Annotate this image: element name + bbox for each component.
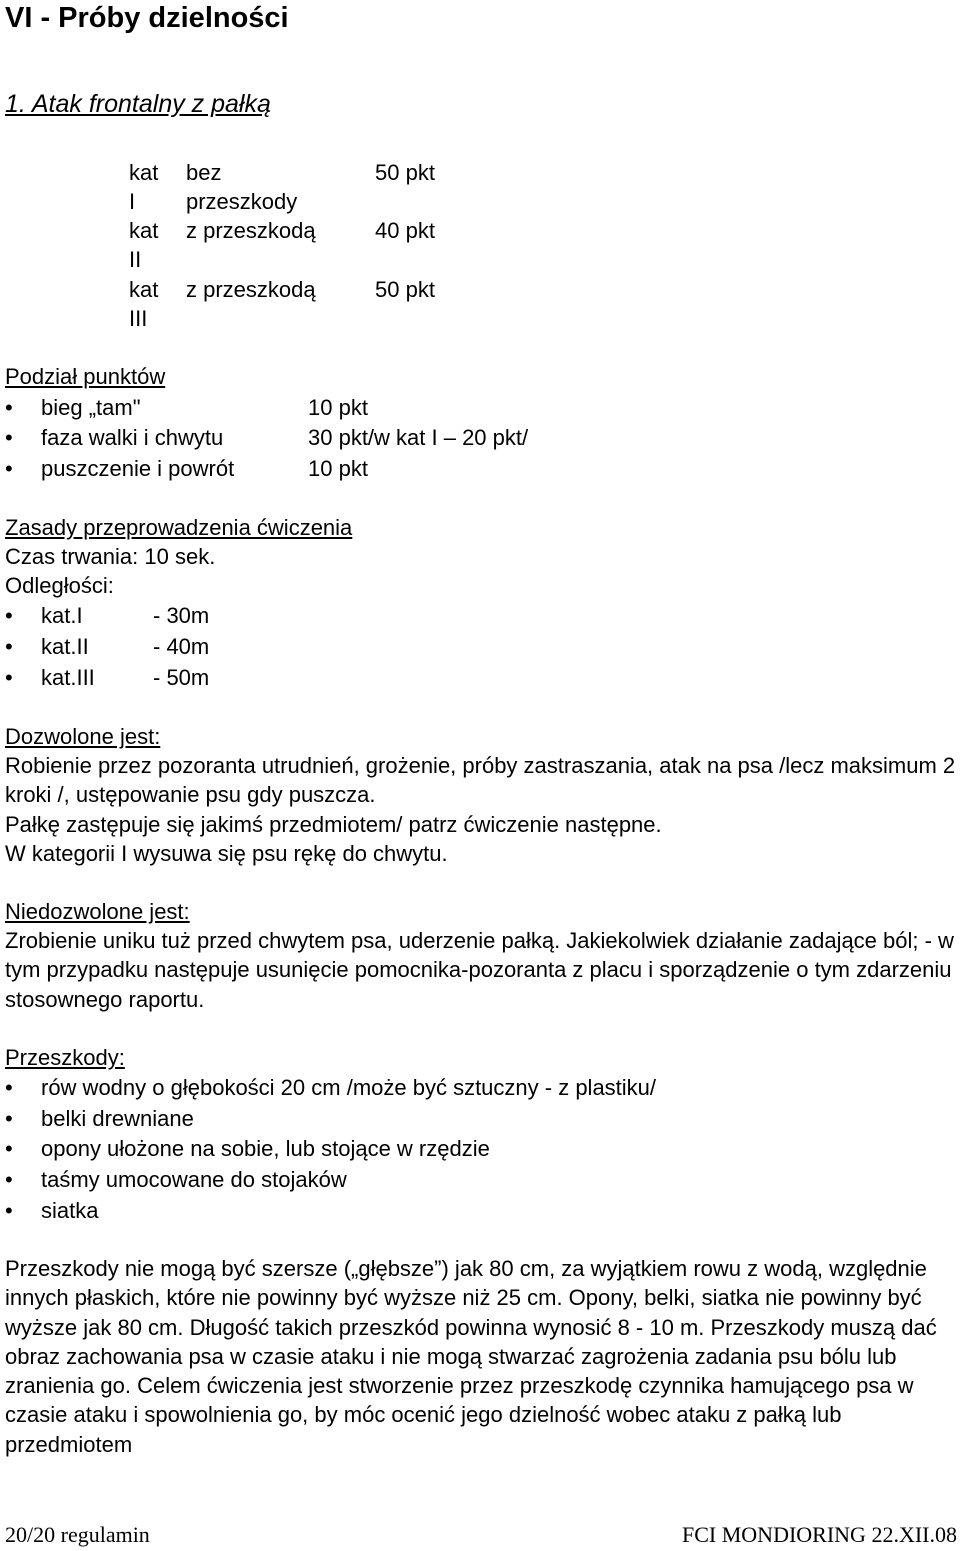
list-item: • puszczenie i powrót [41, 454, 234, 483]
rules-heading: Zasady przeprowadzenia ćwiczenia [5, 515, 353, 540]
list-item-value: - 30m [153, 603, 210, 628]
list-item: • rów wodny o głębokości 20 cm /może być sztuczny - z plastiku/ [41, 1073, 656, 1102]
list-item: • siatka [41, 1196, 98, 1225]
list-item: • kat.II [41, 632, 89, 661]
table-desc-cell: z przeszkodą [186, 218, 316, 243]
not-allowed-paragraph: Zrobienie uniku tuż przed chwytem psa, uderzenie pałką. Jakiekolwiek działanie zadające ból; - w tym przypadku następuje usunięcie pomocnika-pozoranta z placu i sporządzenie o tym zdarzeniu stosownego raportu. [5, 928, 954, 1012]
table-desc-cell: z przeszkodą [186, 277, 316, 302]
list-item: • opony ułożone na sobie, lub stojące w rzędzie [41, 1134, 490, 1163]
table-kat-cell: kat III [129, 277, 159, 331]
list-item: • belki drewniane [41, 1104, 194, 1133]
table-points-cell: 50 pkt [375, 277, 435, 302]
allowed-paragraph: W kategorii I wysuwa się psu rękę do chwytu. [5, 841, 448, 866]
points-division-heading: Podział punktów [5, 364, 166, 389]
section-title: 1. Atak frontalny z pałką [5, 90, 271, 118]
footer-left: 20/20 regulamin [5, 1522, 150, 1547]
table-points-cell: 40 pkt [375, 218, 435, 243]
allowed-paragraph: Pałkę zastępuje się jakimś przedmiotem/ patrz ćwiczenie następne. [5, 812, 662, 837]
table-points-cell: 50 pkt [375, 160, 435, 185]
page-title: VI - Próby dzielności [5, 2, 289, 34]
list-item-value: - 50m [153, 665, 210, 690]
list-item-value: 10 pkt [308, 395, 368, 420]
list-item: • faza walki i chwytu [41, 423, 223, 452]
allowed-paragraph: Robienie przez pozoranta utrudnień, grożenie, próby zastraszania, atak na psa /lecz maksimum 2 kroki /, ustępowanie psu gdy puszcza. [5, 753, 956, 808]
list-item: • kat.I [41, 601, 83, 630]
table-desc-cell: bez przeszkody [186, 160, 298, 214]
obstacles-heading: Przeszkody: [5, 1045, 125, 1070]
table-kat-cell: kat I [129, 160, 159, 214]
distances-label: Odległości: [5, 573, 114, 598]
allowed-heading: Dozwolone jest: [5, 724, 161, 749]
table-kat-cell: kat II [129, 218, 159, 272]
footer-right: FCI MONDIORING 22.XII.08 [682, 1522, 957, 1547]
obstacles-paragraph: Przeszkody nie mogą być szersze („głębsze”) jak 80 cm, za wyjątkiem rowu z wodą, względnie innych płaskich, które nie powinny być wyższe niż 25 cm. Opony, belki, siatka nie powinny być wyższe jak 80 cm. Długość takich przeszkód powinna wynosić 8 - 10 m. Przeszkody muszą dać obraz zachowania psa w czasie ataku i nie mogą stwarzać zagrożenia zadania psu bólu lub zranienia go. Celem ćwiczenia jest stworzenie przez przeszkodę czynnika hamującego psa w czasie ataku i spowolnienia go, by móc ocenić jego dzielność wobec ataku z pałką lub przedmiotem [5, 1256, 937, 1457]
duration-text: Czas trwania: 10 sek. [5, 544, 216, 569]
list-item-value: 30 pkt/w kat I – 20 pkt/ [308, 425, 529, 450]
list-item-value: 10 pkt [308, 456, 368, 481]
list-item: • bieg „tam" [41, 393, 141, 422]
list-item: • taśmy umocowane do stojaków [41, 1165, 347, 1194]
not-allowed-heading: Niedozwolone jest: [5, 899, 190, 924]
list-item: • kat.III [41, 663, 95, 692]
list-item-value: - 40m [153, 634, 210, 659]
